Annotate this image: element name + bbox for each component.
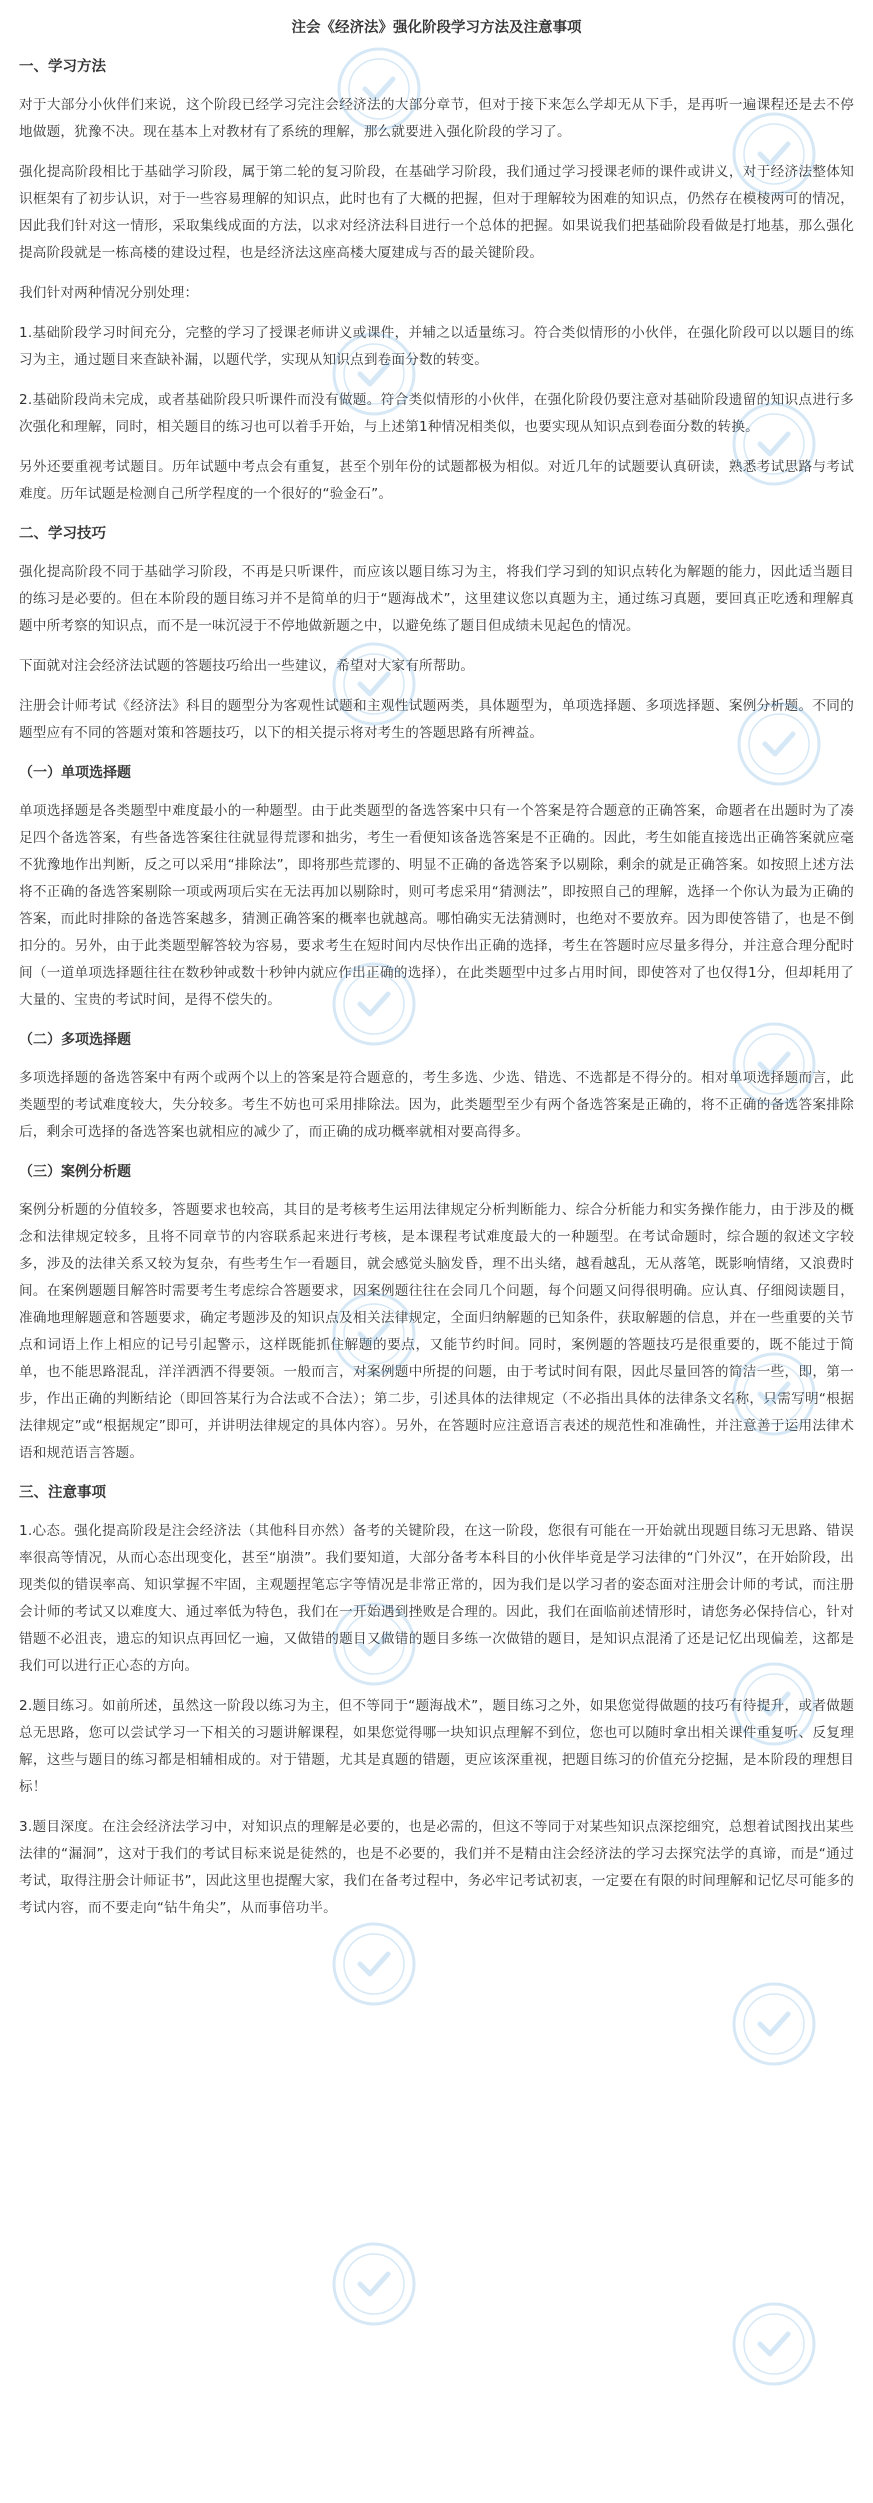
section-heading: 一、学习方法 — [19, 59, 106, 75]
paragraph: 强化提高阶段不同于基础学习阶段，不再是只听课件，而应该以题目练习为主，将我们学习到的知识点转化为解题的能力，因此适当题目的练习是必要的。但在本阶段的题目练习并不是简单的归于“题海战术”，这里建议您以真题为主，通过练习真题，要回真正吃透和理解真题中所考察的知识点，而不是一味沉浸于不停地做新题之中，以避免练了题目但成绩未见起色的情况。 — [19, 564, 854, 634]
stamp-watermark-icon — [730, 1980, 818, 2068]
paragraph: 1.基础阶段学习时间充分，完整的学习了授课老师讲义或课件，并辅之以适量练习。符合类似情形的小伙伴，在强化阶段可以以题目的练习为主，通过题目来查缺补漏，以题代学，实现从知识点到卷面分数的转变。 — [19, 325, 854, 368]
sub-heading-multiple-choice: （二）多项选择题 — [19, 1032, 131, 1048]
section-notes — [19, 1480, 854, 1922]
sub-heading-single-choice: （一）单项选择题 — [19, 765, 131, 781]
paragraph: 另外还要重视考试题目。历年试题中考点会有重复，甚至个别年份的试题都极为相似。对近几年的试题要认真研读，熟悉考试思路与考试难度。历年试题是检测自己所学程度的一个很好的“验金石”。 — [19, 459, 854, 502]
paragraph: 案例分析题的分值较多，答题要求也较高，其目的是考核考生运用法律规定分析判断能力、综合分析能力和实务操作能力，由于涉及的概念和法律规定较多，且将不同章节的内容联系起来进行考核，是本课程考试难度最大的一种题型。在考试命题时，综合题的叙述文字较多，涉及的法律关系又较为复杂，有些考生乍一看题目，就会感觉头脑发昏，理不出头绪，越看越乱，无从落笔，既影响情绪，又浪费时间。在案例题题目解答时需要考生考虑综合答题要求，因案例题往往在会同几个问题，每个问题又问得很明确。应认真、仔细阅读题目，准确地理解题意和答题要求，确定考题涉及的知识点及相关法律规定，全面归纳解题的已知条件，获取解题的信息，并在一些重要的关节点和词语上作上相应的记号引起警示，这样既能抓住解题的要点，又能节约时间。同时，案例题的答题技巧是很重要的，既不能过于简单，也不能思路混乱，洋洋洒洒不得要领。一般而言，对案例题中所提的问题，由于考试时间有限，因此尽量回答的简洁一些，即，第一步，作出正确的判断结论（即回答某行为合法或不合法）；第二步，引述具体的法律规定（不必指出具体的法律条文名称，只需写明“根据法律规定”或“根据规定”即可，并讲明法律规定的具体内容）。另外，在答题时应注意语言表述的规范性和准确性，并注意善于运用法律术语和规范语言答题。 — [19, 1202, 854, 1461]
paragraph: 单项选择题是各类题型中难度最小的一种题型。由于此类题型的备选答案中只有一个答案是符合题意的正确答案，命题者在出题时为了凑足四个备选答案，有些备选答案往往就显得荒谬和拙劣，考生一看便知该备选答案是不正确的。因此，考生如能直接选出正确答案就应毫不犹豫地作出判断，反之可以采用“排除法”，即将那些荒谬的、明显不正确的备选答案予以剔除，剩余的就是正确答案。如按照上述方法将不正确的备选答案剔除一项或两项后实在无法再加以剔除时，则可考虑采用“猜测法”，即按照自己的理解，选择一个你认为最为正确的答案，而此时排除的备选答案越多，猜测正确答案的概率也就越高。哪怕确实无法猜测时，也绝对不要放弃。因为即使答错了，也是不倒扣分的。另外，由于此类题型解答较为容易，要求考生在短时间内尽快作出正确的选择，考生在答题时应尽量多得分，并注意合理分配时间（一道单项选择题往往在数秒钟或数十秒钟内就应作出正确的选择），在此类题型中过多占用时间，即使答对了也仅得1分，但却耗用了大量的、宝贵的考试时间，是得不偿失的。 — [19, 803, 854, 1008]
paragraph: 2.题目练习。如前所述，虽然这一阶段以练习为主，但不等同于“题海战术”，题目练习之外，如果您觉得做题的技巧有待提升，或者做题总无思路，您可以尝试学习一下相关的习题讲解课程，如果您觉得哪一块知识点理解不到位，您也可以随时拿出相关课件重复听、反复理解，这些与题目的练习都是相辅相成的。对于错题，尤其是真题的错题，更应该深重视，把题目练习的价值充分挖掘，是本阶段的理想目标！ — [19, 1698, 854, 1795]
paragraph: 多项选择题的备选答案中有两个或两个以上的答案是符合题意的，考生多选、少选、错选、不选都是不得分的。相对单项选择题而言，此类题型的考试难度较大，失分较多。考生不妨也可采用排除法。因为，此类题型至少有两个备选答案是正确的，将不正确的备选答案排除后，剩余可选择的备选答案也就相应的减少了，而正确的成功概率就相对要高得多。 — [19, 1070, 854, 1140]
paragraph: 注册会计师考试《经济法》科目的题型分为客观性试题和主观性试题两类，具体题型为，单项选择题、多项选择题、案例分析题。不同的题型应有不同的答题对策和答题技巧，以下的相关提示将对考生的答题思路有所裨益。 — [19, 698, 854, 741]
paragraph: 我们针对两种情况分别处理： — [19, 285, 199, 301]
stamp-watermark-icon — [730, 2300, 818, 2388]
stamp-watermark-icon — [330, 2240, 418, 2328]
paragraph: 下面就对注会经济法试题的答题技巧给出一些建议，希望对大家有所帮助。 — [19, 658, 475, 674]
paragraph: 2.基础阶段尚未完成，或者基础阶段只听课件而没有做题。符合类似情形的小伙伴，在强化阶段仍要注意对基础阶段遗留的知识点进行多次强化和理解，同时，相关题目的练习也可以着手开始，与上述第1种情况相类似，也要实现从知识点到卷面分数的转换。 — [19, 392, 854, 435]
paragraph: 3.题目深度。在注会经济法学习中，对知识点的理解是必要的，也是必需的，但这不等同于对某些知识点深挖细究，总想着试图找出某些法律的“漏洞”，这对于我们的考试目标来说是徒然的，也是不必要的，我们并不是精由注会经济法的学习去探究法学的真谛，而是“通过考试，取得注册会计师证书”，因此这里也提醒大家，我们在备考过程中，务必牢记考试初衷，一定要在有限的时间理解和记忆尽可能多的考试内容，而不要走向“钻牛角尖”，从而事倍功半。 — [19, 1819, 854, 1916]
paragraph: 1.心态。强化提高阶段是注会经济法（其他科目亦然）备考的关键阶段，在这一阶段，您很有可能在一开始就出现题目练习无思路、错误率很高等情况，从而心态出现变化，甚至“崩溃”。我们要知道，大部分备考本科目的小伙伴毕竟是学习法律的“门外汉”，在开始阶段，出现类似的错误率高、知识掌握不牢固，主观题捏笔忘字等情况是非常正常的，因为我们是以学习者的姿态面对注册会计师的考试，而注册会计师的考试又以难度大、通过率低为特色，我们在一开始遇到挫败是合理的。因此，我们在面临前述情形时，请您务必保持信心，针对错题不必沮丧，遗忘的知识点再回忆一遍，又做错的题目又做错的题目多练一次做错的题目，是知识点混淆了还是记忆出现偏差，这都是我们可以进行正心态的方向。 — [19, 1523, 854, 1674]
section-learning-methods — [19, 54, 854, 508]
section-heading: 二、学习技巧 — [19, 526, 106, 542]
section-heading: 三、注意事项 — [19, 1485, 106, 1501]
stamp-watermark-icon — [330, 1920, 418, 2008]
document-title: 注会《经济法》强化阶段学习方法及注意事项 — [291, 20, 582, 36]
paragraph: 强化提高阶段相比于基础学习阶段，属于第二轮的复习阶段，在基础学习阶段，我们通过学习授课老师的课件或讲义，对于经济法整体知识框架有了初步认识，对于一些容易理解的知识点，此时也有了大概的把握，但对于理解较为困难的知识点，仍然存在模棱两可的情况，因此我们针对这一情形，采取集线成面的方法，以求对经济法科目进行一个总体的把握。如果说我们把基础阶段看做是打地基，那么强化提高阶段就是一栋高楼的建设过程，也是经济法这座高楼大厦建成与否的最关键阶段。 — [19, 164, 854, 261]
section-learning-skills — [19, 521, 854, 1467]
sub-heading-case-analysis: （三）案例分析题 — [19, 1164, 131, 1180]
paragraph: 对于大部分小伙伴们来说，这个阶段已经学习完注会经济法的大部分章节，但对于接下来怎么学却无从下手，是再听一遍课程还是去不停地做题，犹豫不决。现在基本上对教材有了系统的理解，那么就要进入强化阶段的学习了。 — [19, 97, 854, 140]
